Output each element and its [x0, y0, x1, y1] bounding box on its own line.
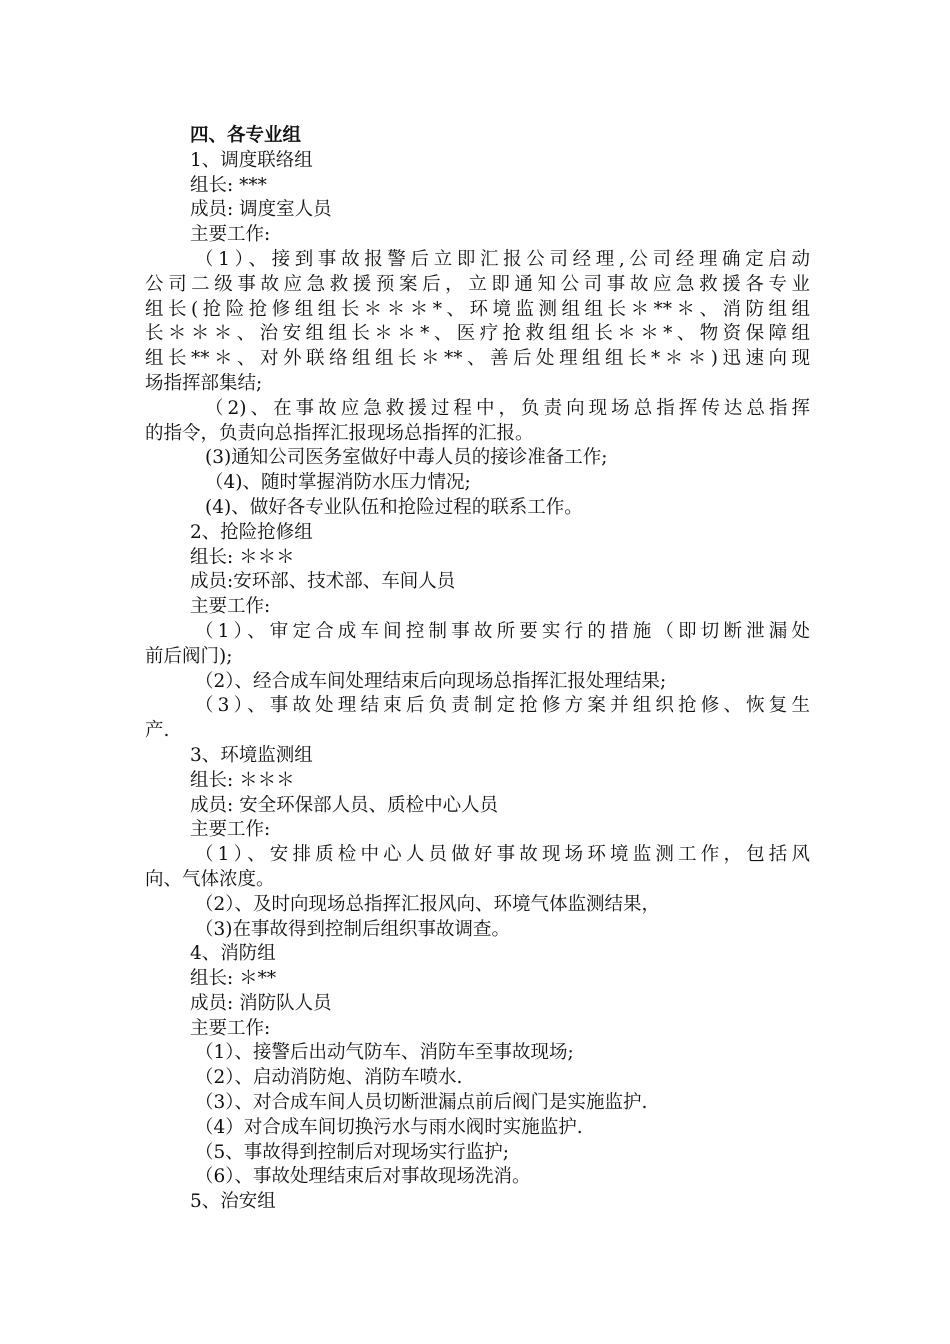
group-leader: 组长: ＊＊＊	[190, 546, 295, 568]
work-label: 主要工作:	[190, 224, 271, 246]
duty-line: 组长**＊、对外联络组组长＊**、善后处理组组长*＊＊)迅速向现	[145, 348, 810, 370]
group-leader: 组长: ***	[190, 174, 267, 196]
group-title: 3、环境监测组	[190, 744, 313, 766]
group-title: 5、治安组	[190, 1191, 276, 1213]
duty-line: （2）、及时向现场总指挥汇报风向、环境气体监测结果，	[195, 893, 661, 915]
duty-line: （2）、经合成车间处理结束后向现场总指挥汇报处理结果;	[195, 670, 667, 692]
group-leader: 组长: ＊＊＊	[190, 769, 295, 791]
group-emergency-repair	[145, 521, 810, 744]
group-fire-fighting	[145, 942, 810, 1190]
work-label: 主要工作:	[190, 596, 271, 618]
duty-line: （4)、随时掌握消防水压力情况;	[205, 472, 471, 494]
group-title: 4、消防组	[190, 943, 276, 965]
duty-line: （1）、接到事故报警后立即汇报公司经理,公司经理确定启动	[195, 248, 810, 270]
document-body	[145, 124, 810, 1215]
duty-line: 公司二级事故应急救援预案后，立即通知公司事故应急救援各专业	[145, 273, 810, 295]
duty-line: （2)、在事故应急救援过程中，负责向现场总指挥传达总指挥	[205, 397, 810, 419]
group-leader: 组长: ＊**	[190, 968, 277, 990]
duty-line: 组长(抢险抢修组组长＊＊＊*、环境监测组组长＊**＊、消防组组	[145, 298, 810, 320]
duty-line: (4)、做好各专业队伍和抢险过程的联系工作。	[205, 496, 583, 518]
group-environment-monitoring	[145, 744, 810, 942]
duty-line: （3）、事故处理结束后负责制定抢修方案并组织抢修、恢复生	[195, 695, 810, 717]
group-members: 成员: 安全环保部人员、质检中心人员	[190, 794, 499, 816]
group-members: 成员: 调度室人员	[190, 199, 332, 221]
duty-line: 场指挥部集结;	[145, 372, 263, 394]
duty-line: （1）、审定合成车间控制事故所要实行的措施（即切断泄漏处	[195, 620, 810, 642]
duty-line: 产.	[145, 720, 170, 742]
group-members: 成员:安环部、技术部、车间人员	[190, 571, 456, 593]
work-label: 主要工作:	[190, 1017, 271, 1039]
duty-line: （1）、接警后出动气防车、消防车至事故现场;	[195, 1042, 574, 1064]
duty-line: （6）、事故处理结束后对事故现场洗消。	[195, 1166, 531, 1188]
work-label: 主要工作:	[190, 819, 271, 841]
duty-line: 向、气体浓度。	[145, 868, 275, 890]
duty-line: （5、事故得到控制后对现场实行监护;	[195, 1141, 510, 1163]
group-title: 2、抢险抢修组	[190, 521, 313, 543]
group-members: 成员: 消防队人员	[190, 992, 332, 1014]
duty-line: （3)在事故得到控制后组织事故调查。	[195, 918, 510, 940]
duty-line: 长＊＊＊、治安组组长＊＊*、医疗抢救组组长＊＊*、物资保障组	[145, 323, 810, 345]
group-dispatch	[145, 149, 810, 521]
duty-line: （1）、安排质检中心人员做好事故现场环境监测工作，包括风	[195, 844, 810, 866]
duty-line: 的指令，负责向总指挥汇报现场总指挥的汇报。	[145, 422, 534, 444]
group-security	[145, 1190, 810, 1215]
duty-line: （2）、启动消防炮、消防车喷水.	[195, 1067, 463, 1089]
duty-line: （4）对合成车间切换污水与雨水阀时实施监护.	[195, 1116, 583, 1138]
group-title: 1、调度联络组	[190, 149, 313, 171]
duty-line: 前后阀门);	[145, 645, 233, 667]
duty-line: (3)通知公司医务室做好中毒人员的接诊准备工作;	[205, 447, 608, 469]
duty-line: （3）、对合成车间人员切断泄漏点前后阀门是实施监护.	[195, 1092, 648, 1114]
section-title: 四、各专业组	[190, 125, 302, 146]
